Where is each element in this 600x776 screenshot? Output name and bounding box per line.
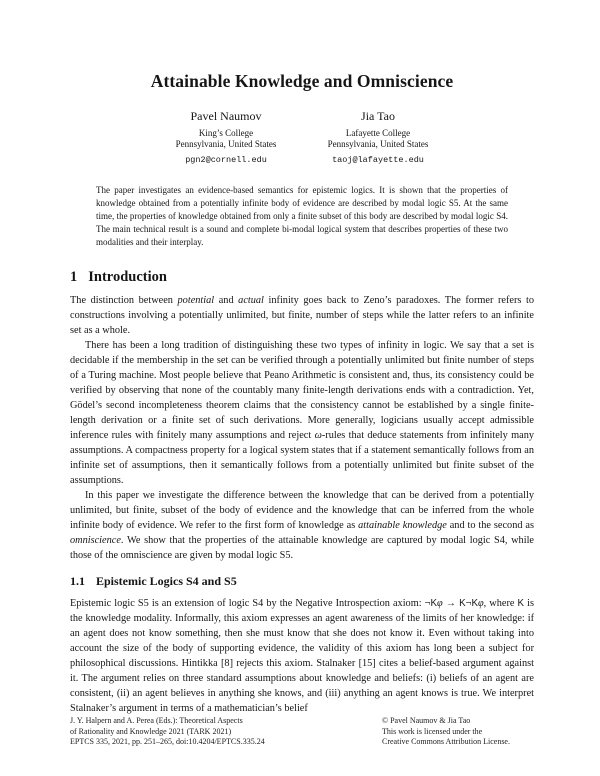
footer-copyright-line: © Pavel Naumov & Jia Tao bbox=[382, 716, 471, 725]
paper-title: Attainable Knowledge and Omniscience bbox=[150, 71, 454, 91]
paragraph-s11-1: Epistemic logic S5 is an extension of logic S4 by the Negative Introspection axiom: ¬Kφ → K¬Kφ, where K is the knowledge modality. Informally, this axiom expresses an agent awareness of the limits of her knowledge: if an agent does not know something, then she must know that she does not know it. Even without taking into account the size of the body of supporting evidence, the validity of this axiom has long been a subject for philosophical discussions. Hintikka [8] rejects this axiom. Stalnaker [15] cites a belief-based argument against it. The argument relies on three standard assumptions about knowledge and beliefs: (i) beliefs of an agent are consistent, (ii) an agent believes in anything she knows, and (iii) anything an agent knows is true. We interpret Stalnaker’s argument in terms of a mathematician’s belief bbox=[70, 598, 534, 714]
subsection-number: 1.1 bbox=[70, 574, 85, 588]
author-list bbox=[70, 109, 534, 165]
author-email-link[interactable]: pgn2@cornell.edu bbox=[185, 155, 267, 165]
author-region: Pennsylvania, United States bbox=[327, 139, 429, 149]
footer-copyright-info bbox=[382, 716, 534, 748]
footer-license-text: This work is licensed under the bbox=[382, 726, 483, 736]
paragraph-intro-2: There has been a long tradition of distinguishing these two types of infinity in logic. We say that a set is decidable if the membership in the set can be verified through a potentially unlimited but finite number of steps of a Turing machine. Most people believe that Peano Arithmetic is consistent and, thus, its consistency could be verified by observing that none of the countably many finite-length derivations ends with a contradiction. Yet, Gödel’s second incompleteness theorem claims that the consistency cannot be established by a single finite-length derivation or a finite set of such derivations. More generally, logicians usually accept admissible inference rules with finitely many assumptions and reject ω-rules that deduce statements from infinitely many assumptions. A compactness property for a logical system states that if a statement semantically follows from an infinite set of assumptions, then it semantically follows from a potentially unlimited but finite subset of the assumptions. bbox=[70, 340, 534, 486]
section-heading-introduction bbox=[70, 268, 534, 286]
author-email-link[interactable]: taoj@lafayette.edu bbox=[332, 155, 424, 165]
footer-editors-line: J. Y. Halpern and A. Perea (Eds.): Theoretical Aspects bbox=[70, 716, 243, 725]
author-name: Jia Tao bbox=[361, 109, 395, 123]
footer-eptcs-line bbox=[70, 737, 382, 748]
author-region: Pennsylvania, United States bbox=[175, 139, 277, 149]
subsection-heading-epistemic-logics bbox=[70, 574, 534, 589]
author-affiliation bbox=[302, 128, 454, 150]
doi-link[interactable]: doi:10.4204/EPTCS.335.24 bbox=[176, 737, 265, 747]
paragraph-intro-3: In this paper we investigate the difference between the knowledge that can be derived from a potentially unlimited, but finite, subset of the body of evidence and the knowledge that can be inferred from the whole infinite body of evidence. We refer to the first form of knowledge as attainable knowledge and to the second as omniscience. We show that the properties of the attainable knowledge are captured by modal logic S4, while those of the omniscience are given by modal logic S5. bbox=[70, 490, 534, 561]
footer-venue-line: of Rationality and Knowledge 2021 (TARK 2021) bbox=[70, 726, 232, 736]
author-block-1 bbox=[150, 109, 302, 165]
footer-pages: EPTCS 335, 2021, pp. 251–265, bbox=[70, 737, 177, 747]
author-name: Pavel Naumov bbox=[190, 109, 262, 123]
author-org: King’s College bbox=[198, 128, 254, 138]
author-block-2 bbox=[302, 109, 454, 165]
abstract: The paper investigates an evidence-based semantics for epistemic logics. It is shown that the properties of knowledge obtained from a potentially infinite body of evidence are described by modal logic S5. At the same time, the properties of knowledge obtained from only a finite subset of this body are described by modal logic S4. The main technical result is a sound and complete bi-modal logical system that describes properties of these two modalities and their interplay. bbox=[96, 185, 508, 247]
section-title: Introduction bbox=[88, 269, 167, 285]
author-affiliation bbox=[150, 128, 302, 150]
subsection-title: Epistemic Logics S4 and S5 bbox=[96, 574, 237, 588]
body-text bbox=[70, 286, 534, 716]
author-org: Lafayette College bbox=[345, 128, 411, 138]
section-number: 1 bbox=[70, 269, 78, 285]
paragraph-intro-1: The distinction between potential and actual infinity goes back to Zeno’s paradoxes. The former refers to constructions involving a potentially unlimited, but finite, number of steps while the latter refers to an infinite set as a whole. bbox=[70, 295, 534, 336]
license-link[interactable]: Creative Commons Attribution License. bbox=[382, 737, 510, 747]
footer-publication-info bbox=[70, 716, 382, 748]
page-footer bbox=[70, 716, 534, 748]
